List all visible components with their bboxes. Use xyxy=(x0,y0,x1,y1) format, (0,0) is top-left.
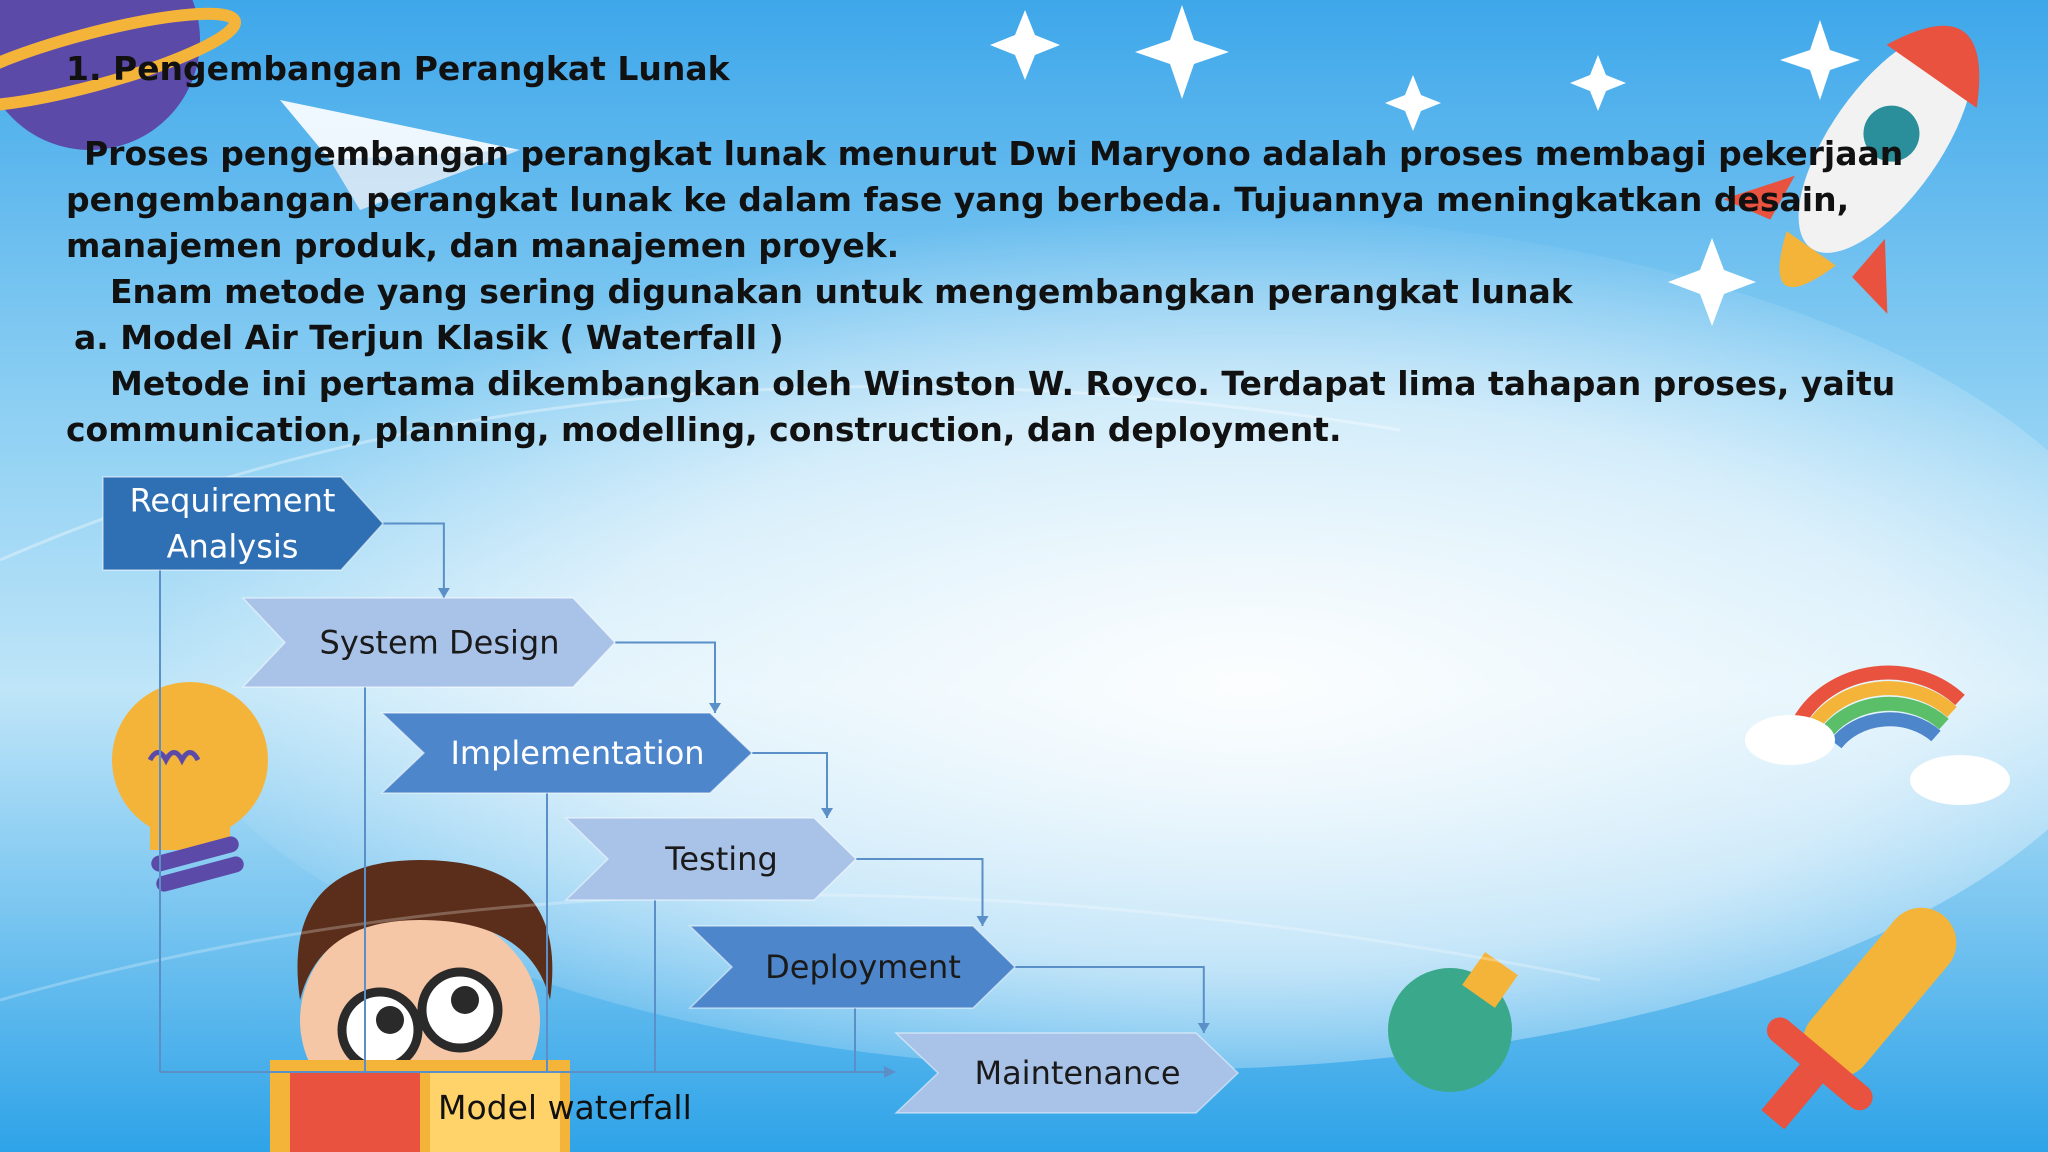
connector-3 xyxy=(752,753,827,818)
connector-arrowhead-1 xyxy=(438,588,450,598)
paragraph-methods: Enam metode yang sering digunakan untuk mengembangkan perangkat lunak xyxy=(110,271,1573,311)
waterfall-step-3-label-1: Implementation xyxy=(450,734,705,772)
waterfall-step-6-label-1: Maintenance xyxy=(974,1054,1181,1092)
paragraph-waterfall-title: a. Model Air Terjun Klasik ( Waterfall ) xyxy=(74,317,784,357)
paragraph-waterfall-description: Metode ini pertama dikembangkan oleh Winston W. Royco. Terdapat lima tahapan proses, yaitu communication, planning, modelling, construction, dan deployment. xyxy=(66,363,1896,449)
connector-arrowhead-2 xyxy=(709,703,721,713)
waterfall-step-2-label-1: System Design xyxy=(319,623,560,662)
connector-1 xyxy=(383,524,444,599)
connector-arrowhead-5 xyxy=(1198,1023,1210,1033)
diagram-caption: Model waterfall xyxy=(438,1088,692,1127)
connector-arrowhead-4 xyxy=(977,916,989,926)
waterfall-step-1-label-2: Analysis xyxy=(166,527,299,566)
connector-2 xyxy=(615,643,715,714)
paragraph-definition: Proses pengembangan perangkat lunak menurut Dwi Maryono adalah proses membagi pekerjaan pengembangan perangkat lunak ke dalam fase yang berbeda. Tujuannya meningkatkan desain, manajemen produk, dan manajemen proyek. xyxy=(66,133,1904,265)
waterfall-step-4-label-1: Testing xyxy=(665,840,778,878)
connector-arrowhead-3 xyxy=(821,808,833,818)
connector-4 xyxy=(856,859,983,926)
waterfall-step-5-label-1: Deployment xyxy=(765,948,961,986)
feedback-arrowhead xyxy=(884,1066,896,1078)
connector-5 xyxy=(1015,967,1204,1033)
section-heading: 1. Pengembangan Perangkat Lunak xyxy=(66,49,730,88)
waterfall-step-1-label-1: Requirement xyxy=(129,481,336,520)
